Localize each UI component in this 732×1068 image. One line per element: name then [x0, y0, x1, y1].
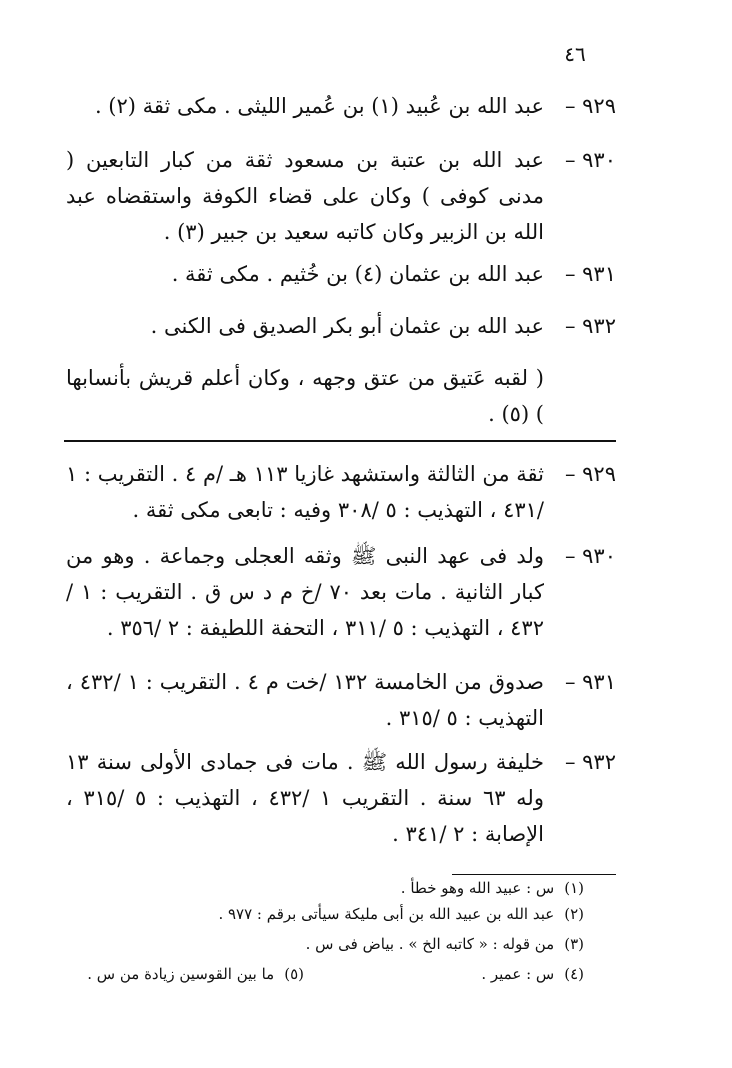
- footnote-5: [87, 964, 304, 984]
- footnote-4: [481, 964, 584, 984]
- entry-932-addition: [66, 360, 616, 432]
- main-divider: [64, 440, 616, 442]
- entry-930: [66, 142, 616, 250]
- footnote-number: (٥): [284, 965, 304, 983]
- note-text: ولد فى عهد النبى ﷺ وثقه العجلى وجماعة . وهو من كبار الثانية . مات بعد ٧٠ /خ م د س ق . التقريب : ١ /٤٣٢ ، التهذيب : ٥ /٣١١ ، التحفة اللطيفة : ٢ /٣٥٦ .: [66, 544, 544, 640]
- footnote-number: (٣): [564, 935, 584, 953]
- footnote-1: [401, 878, 584, 898]
- entry-text: ( لقبه عَتيق من عتق وجهه ، وكان أعلم قريش بأنسابها ) (٥) .: [66, 366, 544, 426]
- footnote-text: من قوله : « كاتبه الخ » . بياض فى س .: [305, 935, 555, 953]
- footnote-3: [306, 934, 584, 954]
- entry-text: عبد الله بن عُبيد (١) بن عُمير الليثى . مكى ثقة (٢) .: [94, 94, 544, 118]
- entry-931: [66, 256, 616, 292]
- footnote-number: (٤): [564, 965, 584, 983]
- note-931: [66, 664, 616, 736]
- page-number: ٤٦: [564, 42, 586, 66]
- entry-932: [66, 308, 616, 344]
- note-930: [66, 538, 616, 646]
- note-number: ٩٣١ –: [564, 670, 616, 694]
- entry-number: ٩٣٠ –: [564, 148, 616, 172]
- entry-text: عبد الله بن عتبة بن مسعود ثقة من كبار التابعين ( مدنى كوفى ) وكان على قضاء الكوفة واستقضاه عبد الله بن الزبير وكان كاتبه سعيد بن جبير (٣) .: [66, 148, 544, 244]
- footnote-divider: [452, 874, 616, 875]
- footnote-number: (٢): [564, 905, 584, 923]
- note-text: ثقة من الثالثة واستشهد غازيا ١١٣ هـ /م ٤ . التقريب : ١ /٤٣١ ، التهذيب : ٥ /٣٠٨ وفيه : تابعى مكى ثقة .: [66, 462, 544, 522]
- footnote-number: (١): [564, 879, 584, 897]
- footnote-text: س : عمير .: [481, 965, 555, 983]
- entry-929: [66, 88, 616, 124]
- entry-number: ٩٢٩ –: [564, 94, 616, 118]
- entry-text: عبد الله بن عثمان (٤) بن خُثيم . مكى ثقة .: [171, 262, 544, 286]
- footnote-text: ما بين القوسين زيادة من س .: [87, 965, 275, 983]
- note-text: خليفة رسول الله ﷺ . مات فى جمادى الأولى سنة ١٣ وله ٦٣ سنة . التقريب ١ /٤٣٢ ، التهذيب : ٥ /٣١٥ ، الإصابة : ٢ /٣٤١ .: [66, 750, 544, 846]
- note-932: [66, 744, 616, 852]
- entry-number: ٩٣٢ –: [564, 314, 616, 338]
- note-text: صدوق من الخامسة ١٣٢ /خت م ٤ . التقريب : ١ /٤٣٢ ، التهذيب : ٥ /٣١٥ .: [66, 670, 544, 730]
- note-number: ٩٣٢ –: [564, 750, 616, 774]
- footnote-2: [218, 904, 584, 924]
- note-number: ٩٢٩ –: [564, 462, 616, 486]
- footnote-text: س : عبيد الله وهو خطأ .: [400, 879, 555, 897]
- note-number: ٩٣٠ –: [564, 544, 616, 568]
- entry-text: عبد الله بن عثمان أبو بكر الصديق فى الكنى .: [150, 314, 544, 338]
- footnote-text: عبد الله بن عبيد الله بن أبى مليكة سيأتى برقم : ٩٧٧ .: [218, 905, 555, 923]
- entry-number: ٩٣١ –: [564, 262, 616, 286]
- note-929: [66, 456, 616, 528]
